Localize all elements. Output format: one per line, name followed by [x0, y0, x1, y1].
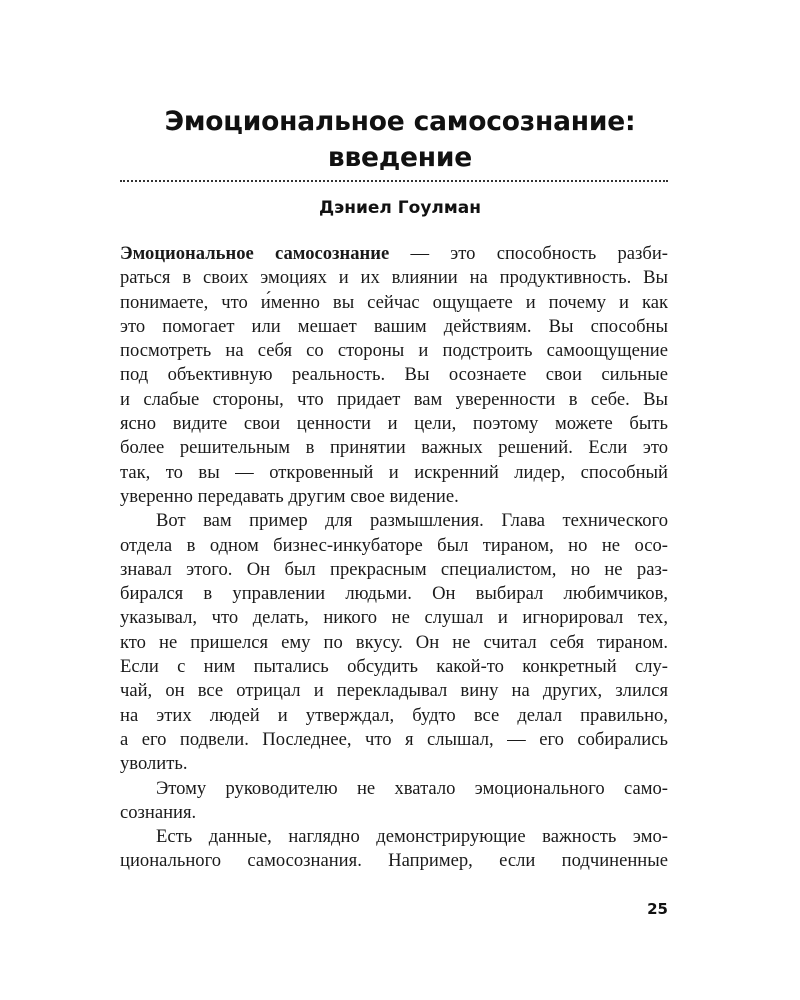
text-line: раться в своих эмоциях и их влиянии на продуктивность. Вы: [120, 267, 668, 289]
text-line: ционального самосознания. Например, если подчиненные: [120, 850, 668, 872]
chapter-title-line-1: Эмоциональное самосознание:: [164, 106, 636, 137]
text-line: отдела в одном бизнес-инкубаторе был тираном, но не осо-: [120, 534, 668, 556]
text-line: сознания.: [120, 801, 197, 823]
text-line: посмотреть на себя со стороны и подстроить самоощущение: [120, 340, 668, 362]
key-term: Эмоциональное самосознание: [120, 243, 390, 264]
text-line: более решительным в принятии важных решений. Если это: [120, 437, 668, 459]
text-line: на этих людей и утверждал, будто все делал правильно,: [120, 704, 668, 726]
text-line: под объективную реальность. Вы осознаете свои сильные: [120, 364, 668, 386]
text-line: кто не пришелся ему по вкусу. Он не считал себя тираном.: [120, 631, 668, 653]
paragraph-3: [120, 777, 668, 826]
text-line: Есть данные, наглядно демонстрирующие важность эмо-: [156, 826, 668, 848]
text-line: Если с ним пытались обсудить какой-то конкретный слу-: [120, 656, 668, 678]
text-line: и слабые стороны, что придает вам уверенности в себе. Вы: [120, 388, 668, 410]
text-line: ясно видите свои ценности и цели, поэтому можете быть: [120, 413, 668, 435]
text-line: а его подвели. Последнее, что я слышал, — его собирались: [120, 728, 668, 750]
text-line: Вот вам пример для размышления. Глава технического: [156, 510, 668, 532]
text-line: знавал этого. Он был прекрасным специалистом, но не раз-: [120, 558, 668, 580]
author-name: Дэниел Гоулман: [319, 198, 481, 218]
page-number: 25: [647, 900, 668, 918]
paragraph-2: [120, 509, 668, 776]
body-text: [120, 242, 668, 874]
paragraph-1: [120, 242, 668, 509]
text-line-tail: — это способность разби-: [389, 243, 669, 264]
chapter-title: [100, 104, 700, 176]
text-line: Этому руководителю не хватало эмоционального само-: [156, 777, 668, 799]
text-line: так, то вы — откровенный и искренний лидер, способный: [120, 461, 668, 483]
text-line: уверенно передавать другим свое видение.: [120, 485, 459, 507]
paragraph-4: [120, 825, 668, 874]
text-line: бирался в управлении людьми. Он выбирал любимчиков,: [120, 583, 668, 605]
text-line: указывал, что делать, никого не слушал и игнорировал тех,: [120, 607, 668, 629]
chapter-title-line-2: введение: [327, 142, 473, 173]
text-line: чай, он все отрицал и перекладывал вину на других, злился: [120, 680, 668, 702]
text-line: [120, 242, 668, 266]
text-line: это помогает или мешает вашим действиям. Вы способны: [120, 315, 668, 337]
dotted-divider: [120, 180, 668, 182]
text-line: понимаете, что и́менно вы сейчас ощущаете и почему и как: [120, 291, 668, 313]
text-line: уволить.: [120, 753, 188, 775]
